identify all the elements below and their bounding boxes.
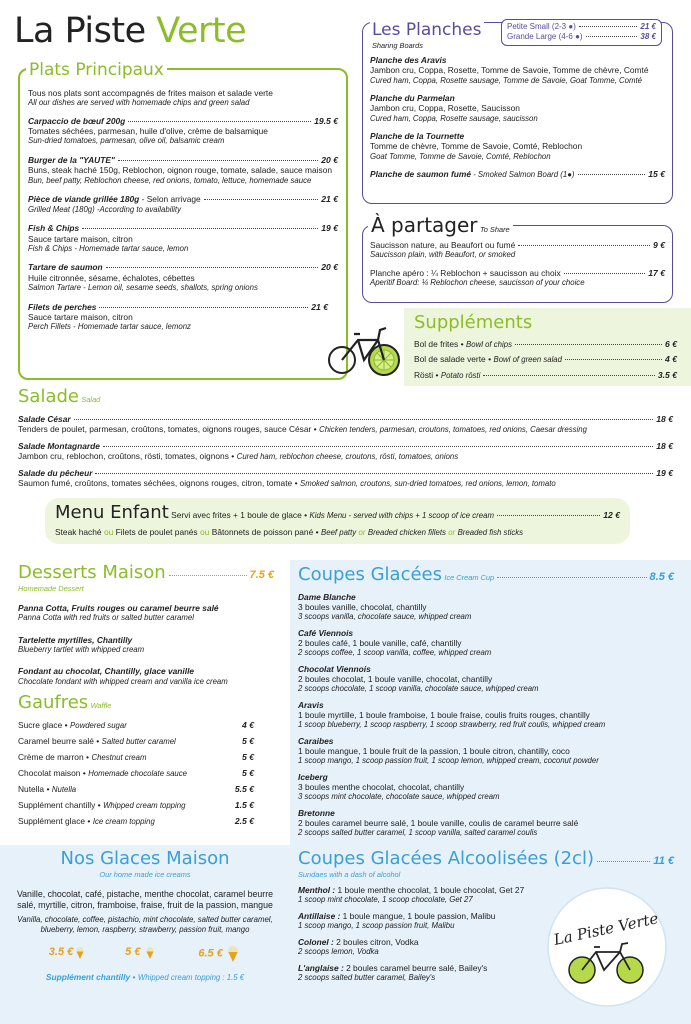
gaufre-price: 5 € (242, 767, 254, 778)
gaufre-item: Nutella • Nutella 5.5 € (18, 783, 254, 794)
coupe-name: Chocolat Viennois (298, 663, 371, 674)
plat-item (28, 262, 338, 292)
coupe-desc-en: 2 scoops chocolate, 1 scoop vanilla, chocolate sauce, whipped cream (298, 684, 539, 694)
plat-name: Burger de la "YAUTE" (28, 154, 115, 165)
desserts-subtitle: Homemade Dessert (18, 583, 84, 593)
alcool-desc-fr: 2 boules citron, Vodka (333, 936, 419, 947)
enfant-choice: Steak haché (55, 526, 102, 537)
gaufre-en: Salted butter caramel (101, 736, 176, 746)
plat-desc-fr: Sauce tartare maison, citron (28, 312, 133, 323)
gaufre-en: Whipped cream topping (103, 800, 186, 810)
dessert-desc-en: Chocolate fondant with whipped cream and vanilla ice cream (18, 676, 228, 686)
partager-desc-en: Aperitif Board: ¼ Reblochon cheese, saucisson of your choice (370, 278, 585, 288)
gaufre-price: 2.5 € (234, 815, 254, 826)
plat-name-suffix: - Selon arrivage (139, 194, 201, 205)
enfant-or-en: or (358, 527, 366, 537)
coupe-desc-en: 3 scoops vanilla, chocolate sauce, whipped cream (298, 612, 472, 622)
ice-cream-cone-icon (143, 947, 157, 959)
plat-price: 19 € (321, 223, 338, 234)
coupe-item (298, 772, 674, 802)
dessert-item (18, 603, 274, 623)
planche-desc-en: - Smoked Salmon Board (1 (471, 170, 568, 179)
dessert-desc-en: Blueberry tartlet with whipped cream (18, 644, 145, 654)
partager-desc-fr: Saucisson nature, au Beaufort ou fumé (370, 240, 516, 250)
coupe-desc-fr: 1 boule myrtille, 1 boule framboise, 1 boule fraise, coulis fruits rouges, chantilly (298, 710, 590, 721)
plat-name: Pièce de viande grillée 180g (28, 194, 140, 205)
gaufres-title: Gaufres (18, 692, 89, 713)
supplement-en: Potato rösti (440, 370, 481, 380)
coupe-desc-en: 1 scoop blueberry, 1 scoop raspberry, 1 scoop strawberry, red fruit coulis, whipped cream (298, 720, 606, 730)
alcool-subtitle: Sundaes with a dash of alcohol (298, 869, 401, 879)
enfant-choice-en: Breaded fish sticks (457, 527, 524, 537)
partager-item (370, 268, 665, 278)
gaufre-price: 1.5 € (234, 799, 254, 810)
ice-cream-cone-icon (225, 946, 241, 962)
plat-price: 21 € (311, 301, 328, 312)
salade-desc-en: Chicken tenders, parmesan, croutons, tomatoes, red onions, Caesar dressing (319, 425, 587, 435)
glace-price: 3.5 € (48, 946, 74, 959)
gaufre-price: 5.5 € (234, 783, 254, 794)
planche-desc-en: Goat Tomme, Tomme de Savoie, Comté, Reblochon (370, 151, 551, 161)
plats-intro-fr: Tous nos plats sont accompagnés de frites maison et salade verte (28, 88, 273, 98)
enfant-title: Menu Enfant (55, 502, 169, 523)
size-small-price: 21 € (640, 22, 656, 31)
nos-glaces-title: Nos Glaces Maison (60, 848, 230, 869)
partager-desc-fr: Planche apéro : ¼ Reblochon + saucisson au choix (370, 267, 561, 278)
partager-subtitle: To Share (479, 225, 510, 234)
gaufre-price: 5 € (242, 735, 254, 746)
person-icon: ●) (568, 22, 576, 31)
planche-desc-fr: Jambon cru, Coppa, Rosette, Saucisson (370, 103, 520, 114)
supplement-item: Rösti • Potato rösti 3.5 € (414, 369, 677, 380)
gaufre-en: Chestnut cream (91, 752, 147, 762)
planches-subtitle: Sharing Boards (372, 40, 423, 50)
size-small-label: Petite Small (2-3 (507, 22, 567, 31)
supplements-section (404, 308, 691, 386)
menu-enfant-section: Menu Enfant Servi avec frites + 1 boule de glace • Kids Menu - served with chips + 1 scoop of ice cream 12 € Steak haché ou Filets de poulet panés ou Bâtonnets de poisson pané • Beef patty or Breaded chicken fillets or Breaded fish sticks (45, 498, 630, 544)
alcool-title: Coupes Glacées Alcoolisées (2cl) (298, 848, 594, 869)
coupe-name: Aravis (298, 699, 324, 710)
gaufre-item: Caramel beurre salé • Salted butter caramel 5 € (18, 735, 254, 746)
plat-name: Tartare de saumon (28, 262, 103, 273)
enfant-desc-fr: Servi avec frites + 1 boule de glace (171, 510, 302, 520)
enfant-choice: Filets de poulet panés (115, 526, 198, 537)
alcool-name: Menthol : (298, 884, 336, 895)
salade-item: Salade Montagnarde 18 € Jambon cru, reblochon, croûtons, rösti, tomates, oignons • Cured ham, reblochon cheese, croutons, rösti, tomatoes, onions (18, 440, 673, 462)
plat-price: 20 € (321, 262, 338, 273)
gaufre-en: Ice cream topping (92, 816, 155, 826)
salade-desc-fr: Tenders de poulet, parmesan, croûtons, tomates, oignons rouges, sauce César (18, 424, 312, 435)
alcool-item (298, 937, 538, 957)
enfant-choice: Bâtonnets de poisson pané (211, 526, 314, 537)
alcool-desc-en: 1 scoop mango, 1 scoop passion fruit, Malibu (298, 921, 455, 931)
dessert-name: Fondant au chocolat, Chantilly, glace vanille (18, 666, 195, 677)
partager-price: 17 € (648, 267, 665, 278)
plat-price: 19.5 € (314, 115, 338, 126)
nos-glaces-desc-fr: Vanille, chocolat, café, pistache, menthe chocolat, caramel beurre salé, myrtille, citron, framboise, fraise, fruit de la passion, mangue (16, 888, 274, 910)
planche-price: 15 € (648, 169, 665, 179)
planches-header (370, 20, 484, 50)
gaufre-item: Supplément glace • Ice cream topping 2.5 € (18, 815, 254, 826)
enfant-choice-en: Breaded chicken fillets (367, 527, 446, 537)
nos-glaces-subtitle: Our home made ice creams (99, 869, 191, 879)
plat-price: 20 € (321, 154, 338, 165)
plat-desc-en: Grilled Meat (180g) -According to availability (28, 204, 181, 214)
plat-desc-en: Bun, beef patty, Reblochon cheese, red onions, tomato, lettuce, homemade sauce (28, 175, 312, 185)
glace-prices (14, 946, 276, 962)
planche-name: Planche de la Tournette (370, 131, 465, 141)
plat-desc-fr: Buns, steak haché 150g, Reblochon, oignon rouge, tomate, salade, sauce maison (28, 165, 333, 176)
plats-principaux-section (18, 68, 348, 380)
salade-desc-fr: Saumon fumé, croûtons, tomates séchées, oignons rouges, citron, tomate (18, 478, 293, 489)
salade-desc-en: Cured ham, reblochon cheese, croutons, rösti, tomatoes, onions (236, 452, 459, 462)
coupe-item (298, 592, 674, 622)
gaufre-price: 5 € (242, 751, 254, 762)
alcool-desc-fr: 2 boules caramel beurre salé, Bailey's (343, 962, 488, 973)
planche-saumon (370, 169, 665, 180)
glace-price: 5 € (125, 946, 141, 959)
partager-price: 9 € (653, 240, 665, 250)
supplement-fr: Rösti (414, 369, 434, 380)
alcool-name: Colonel : (298, 936, 334, 947)
alcool-desc-en: 2 scoops salted butter caramel, Bailey's (298, 973, 436, 983)
enfant-or: ou (200, 526, 210, 537)
gaufres-section (18, 692, 254, 826)
alcool-desc-fr: 1 boule mangue, 1 boule passion, Malibu (340, 910, 496, 921)
restaurant-logo (546, 886, 668, 1008)
partager-title: À partager (371, 213, 478, 237)
coupe-name: Caraibes (298, 735, 334, 746)
supplement-fr: Bol de frites (414, 338, 459, 349)
restaurant-title (14, 11, 247, 51)
gaufres-subtitle: Waffle (90, 701, 112, 710)
plat-desc-en: Fish & Chips - Homemade tartar sauce, lemon (28, 243, 189, 253)
planche-name: Planche des Aravis (370, 55, 447, 65)
gaufre-en: Powdered sugar (70, 720, 127, 730)
alcool-item (298, 885, 538, 905)
dessert-name: Panna Cotta, Fruits rouges ou caramel beurre salé (18, 602, 219, 613)
supplement-en: Bowl of green salad (493, 355, 562, 365)
supplement-item: Bol de frites • Bowl of chips 6 € (414, 338, 677, 349)
plat-name: Carpaccio de bœuf 200g (28, 115, 126, 126)
size-large-price: 38 € (640, 31, 656, 41)
plat-item (28, 155, 338, 185)
plat-item (28, 302, 328, 332)
coupe-desc-en: 1 scoop mango, 1 scoop passion fruit, 1 scoop lemon, whipped cream, coconut powder (298, 756, 599, 766)
nos-glaces-section (14, 848, 276, 983)
supplement-en: Bowl of chips (466, 339, 512, 349)
coupe-desc-fr: 2 boules caramel beurre salé, 1 boule vanille, coulis de caramel beurre salé (298, 818, 579, 829)
gaufre-price: 4 € (242, 719, 254, 730)
supplements-title: Suppléments (414, 312, 533, 333)
gaufre-fr: Caramel beurre salé (18, 735, 94, 746)
alcool-name: Antillaise : (298, 910, 341, 921)
plat-item (28, 116, 338, 146)
plat-desc-fr: Huile citronnée, sésame, échalotes, cébettes (28, 272, 195, 283)
planche-name: Planche de saumon fumé (370, 169, 471, 179)
partager-item (370, 240, 665, 250)
supplement-price: 3.5 € (657, 369, 677, 380)
svg-text:La Piste Verte: La Piste Verte (552, 909, 660, 949)
salade-price: 18 € (656, 413, 673, 424)
coupes-subtitle: Ice Cream Cup (444, 573, 495, 582)
planche-item (370, 55, 665, 85)
enfant-desc-en: Kids Menu - served with chips + 1 scoop of ice cream (309, 511, 494, 520)
plats-title: Plats Principaux (26, 60, 167, 81)
plat-desc-en: Sun-dried tomatoes, parmesan, olive oil, balsamic cream (28, 136, 225, 146)
plats-intro-en: All our dishes are served with homemade chips and green salad (28, 98, 250, 108)
plat-item (28, 223, 338, 253)
gaufre-fr: Chocolat maison (18, 767, 81, 778)
planche-sizes (501, 19, 662, 46)
coupe-desc-en: 2 scoops coffee, 1 scoop vanilla, coffee, whipped cream (298, 648, 492, 658)
alcool-item (298, 963, 538, 983)
enfant-choice-en: Beef patty (321, 527, 357, 537)
coupe-item (298, 736, 674, 766)
coupe-name: Iceberg (298, 771, 328, 782)
coupe-item (298, 808, 674, 838)
person-icon: ●) (575, 31, 583, 41)
coupe-item (298, 700, 674, 730)
enfant-or: ou (103, 526, 114, 537)
salade-name: Salade du pêcheur (18, 467, 93, 478)
desserts-price: 7.5 € (249, 569, 274, 581)
title-part-1: La Piste (14, 11, 146, 51)
gaufre-item: Sucre glace • Powdered sugar 4 € (18, 719, 254, 730)
planche-name: Planche du Parmelan (370, 93, 455, 103)
alcool-item (298, 911, 538, 931)
gaufre-item: Supplément chantilly • Whipped cream topping 1.5 € (18, 799, 254, 810)
dessert-desc-en: Panna Cotta with red fruits or salted butter caramel (18, 613, 194, 623)
coupes-section (298, 564, 674, 843)
enfant-price: 12 € (603, 510, 620, 520)
planche-desc-fr: Tomme de chèvre, Tomme de Savoie, Comté, Reblochon (370, 141, 583, 152)
supplement-chantilly-fr: Supplément chantilly (45, 972, 131, 983)
gaufre-fr: Supplément glace (18, 815, 86, 826)
gaufre-fr: Nutella (18, 783, 45, 794)
desserts-section (18, 562, 274, 691)
plat-name: Filets de perches (28, 301, 97, 312)
plat-desc-fr: Tomates séchées, parmesan, huile d'olive, crème de balsamique (28, 126, 268, 137)
dessert-item (18, 666, 274, 686)
nos-glaces-supplement: Supplément chantilly • Whipped cream topping : 1.5 € (45, 972, 245, 983)
planche-item (370, 131, 665, 161)
title-part-2: Verte (156, 11, 247, 51)
partager-desc-en: Saucisson plain, with Beaufort, or smoked (370, 250, 516, 260)
coupe-desc-fr: 3 boules vanille, chocolat, chantilly (298, 602, 427, 613)
supplement-price: 4 € (665, 354, 677, 365)
ice-cream-cone-icon (76, 947, 84, 959)
planche-desc-en: Cured ham, Coppa, Rosette sausage, Tomme de Savoie, Goat Tomme, Comté (370, 75, 643, 85)
plat-desc-en: Salmon Tartare - Lemon oil, sesame seeds, shallots, spring onions (28, 283, 258, 293)
coupe-item (298, 628, 674, 658)
desserts-title: Desserts Maison (18, 562, 166, 583)
coupe-desc-fr: 3 boules menthe chocolat, chocolat, chantilly (298, 782, 465, 793)
gaufre-fr: Sucre glace (18, 719, 63, 730)
salade-desc-fr: Jambon cru, reblochon, croûtons, rösti, tomates, oignons (18, 451, 229, 462)
gaufre-item: Crème de marron • Chestnut cream 5 € (18, 751, 254, 762)
planche-item (370, 93, 665, 123)
planche-desc-en: Cured ham, Coppa, Rosette sausage, saucisson (370, 113, 538, 123)
coupe-name: Dame Blanche (298, 591, 356, 602)
salade-subtitle: Salad (81, 395, 101, 404)
supplement-item: Bol de salade verte • Bowl of green salad 4 € (414, 354, 677, 365)
size-large-label: Grande Large (4-6 (507, 31, 573, 41)
nos-glaces-desc-en: Vanilla, chocolate, coffee, pistachio, mint chocolate, salted butter caramel, blueberry, lemon, raspberry, strawberry, passion fruit, mango (17, 915, 273, 934)
coupe-desc-fr: 2 boules chocolat, 1 boule vanille, chocolat, chantilly (298, 674, 493, 685)
plat-item (28, 194, 338, 214)
gaufre-fr: Crème de marron (18, 751, 84, 762)
glace-price: 6.5 € (198, 947, 223, 960)
gaufre-en: Homemade chocolate sauce (88, 768, 188, 778)
plat-name: Fish & Chips (28, 223, 80, 234)
alcool-desc-en: 1 scoop mint chocolate, 1 scoop chocolate, Get 27 (298, 895, 473, 905)
alcool-name: L'anglaise : (298, 962, 344, 973)
salade-name: Salade Montagnarde (18, 440, 100, 451)
salade-section (18, 386, 673, 494)
plat-desc-en: Perch Fillets - Homemade tartar sauce, lemonz (28, 322, 191, 332)
coupe-name: Café Viennois (298, 627, 354, 638)
alcool-desc-en: 2 scoops lemon, Vodka (298, 947, 379, 957)
planches-title: Les Planches (372, 20, 482, 40)
salade-name: Salade César (18, 413, 71, 424)
alcool-price: 11 € (653, 855, 674, 867)
gaufre-item: Chocolat maison • Homemade chocolate sauce 5 € (18, 767, 254, 778)
dessert-name: Tartelette myrtilles, Chantilly (18, 634, 133, 645)
plat-price: 21 € (321, 194, 338, 205)
salade-price: 18 € (656, 440, 673, 451)
partager-header (368, 213, 513, 237)
salade-item: Salade César 18 € Tenders de poulet, parmesan, croûtons, tomates, oignons rouges, sauce César • Chicken tenders, parmesan, croutons, tomatoes, red onions, Caesar dressing (18, 413, 673, 435)
coupe-desc-en: 2 scoops salted butter caramel, 1 scoop vanilla, salted caramel coulis (298, 828, 538, 838)
coupe-name: Bretonne (298, 807, 335, 818)
plat-desc-fr: Sauce tartare maison, citron (28, 233, 133, 244)
coupe-item (298, 664, 674, 694)
coupe-desc-fr: 2 boules café, 1 boule vanille, café, chantilly (298, 638, 462, 649)
person-icon: ●) (567, 170, 575, 179)
salade-item: Salade du pêcheur 19 € Saumon fumé, croûtons, tomates séchées, oignons rouges, citron, tomate • Smoked salmon, croutons, sun-dried tomatoes, red onions, lemon, tomato (18, 467, 673, 489)
coupe-desc-fr: 1 boule mangue, 1 boule fruit de la passion, 1 boule citron, chantilly, coco (298, 746, 570, 757)
coupes-price: 8.5 € (649, 571, 674, 583)
supplement-price: 6 € (665, 338, 677, 349)
salade-price: 19 € (656, 467, 673, 478)
coupes-title: Coupes Glacées (298, 564, 442, 585)
dessert-item (18, 635, 274, 655)
planche-desc-fr: Jambon cru, Coppa, Rosette, Tomme de Savoie, Tomme de chèvre, Comté (370, 65, 649, 76)
gaufre-en: Nutella (51, 784, 77, 794)
supplement-fr: Bol de salade verte (414, 354, 486, 365)
bicycle-icon (328, 318, 408, 382)
salade-desc-en: Smoked salmon, croutons, sun-dried tomatoes, red onions, lemon, tomato (300, 479, 556, 489)
coupe-desc-en: 3 scoops mint chocolate, chocolate sauce, whipped cream (298, 792, 500, 802)
enfant-or-en: or (448, 527, 456, 537)
supplement-chantilly-en: Whipped cream topping : 1.5 € (137, 973, 245, 983)
gaufre-fr: Supplément chantilly (18, 799, 96, 810)
alcool-desc-fr: 1 boule menthe chocolat, 1 boule chocolat, Get 27 (335, 884, 525, 895)
salade-title: Salade (18, 386, 79, 407)
